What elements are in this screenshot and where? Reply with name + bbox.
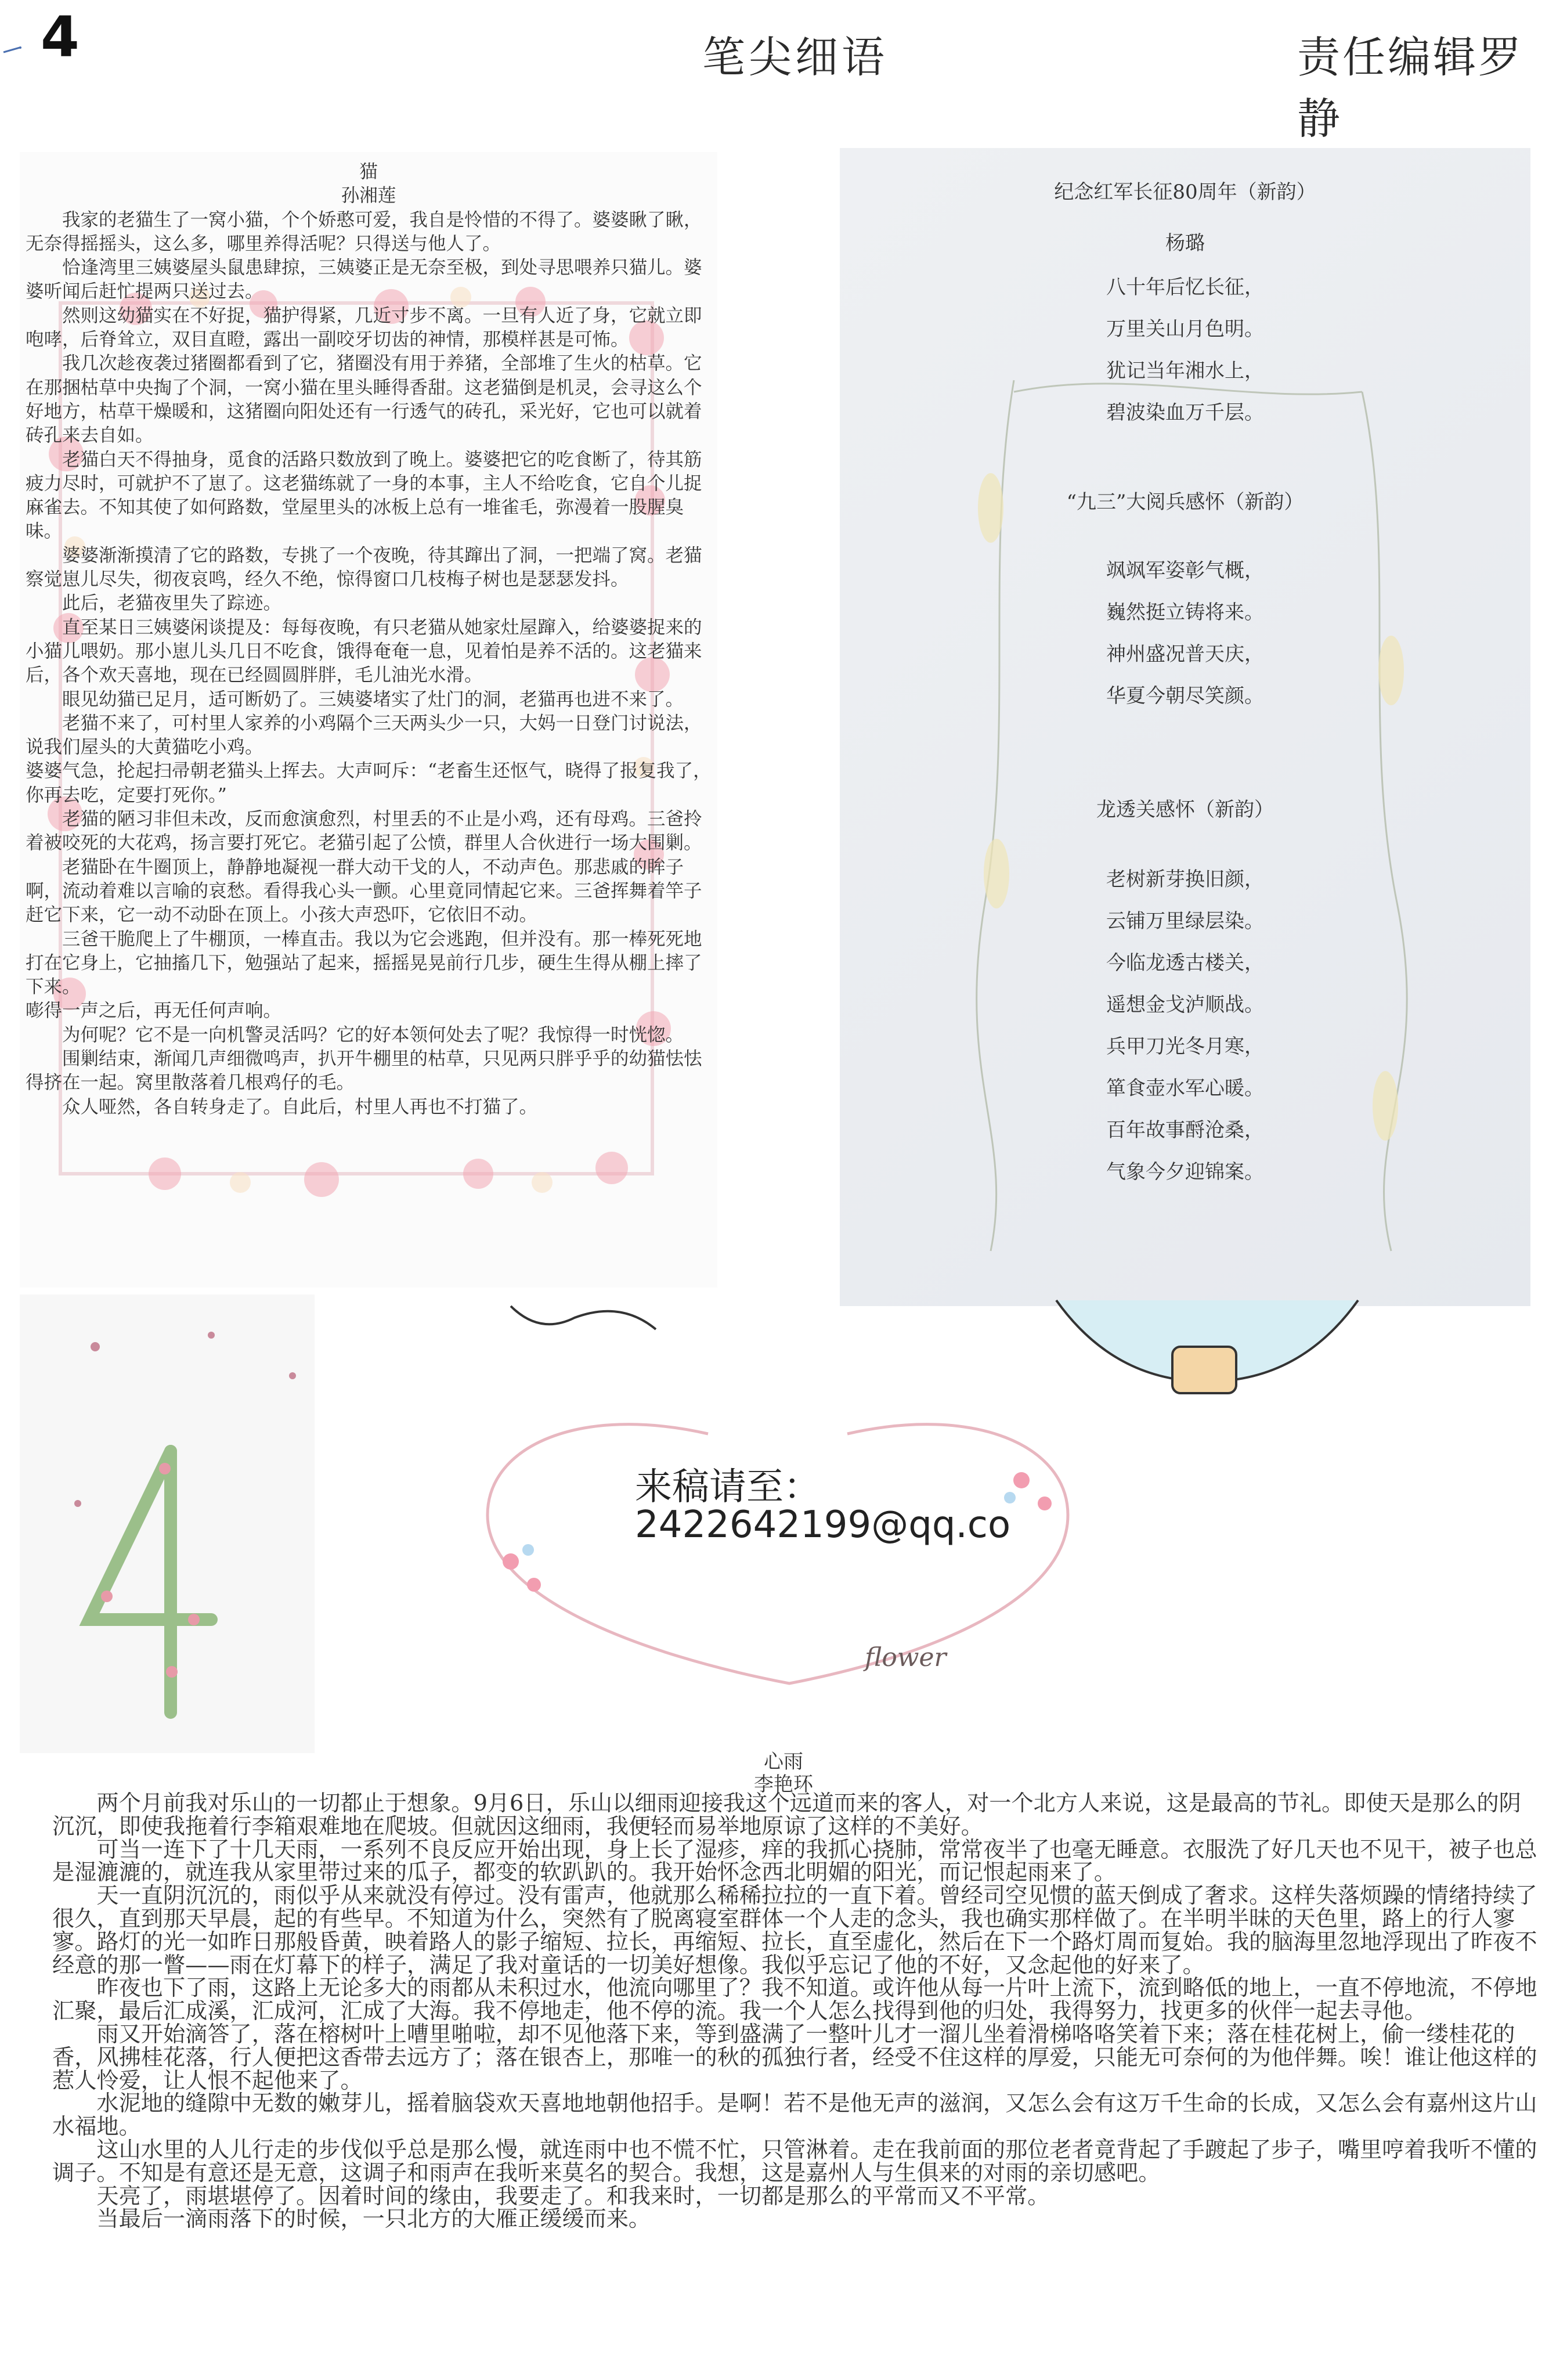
paragraph: 为何呢？它不是一向机警灵活吗？它的好本领何处去了呢？我惊得一时恍惚。	[62, 1024, 684, 1045]
submission-label: 来稿请至：	[635, 1466, 821, 1509]
cat-article-text	[26, 160, 712, 1119]
poem-line: 遥想金戈泸顺战。	[1106, 993, 1264, 1016]
poem-title: 纪念红军长征80周年（新韵）	[1054, 181, 1316, 204]
cat-article-title: 猫	[359, 161, 378, 182]
poem-line: 巍然挺立铸将来。	[1106, 601, 1264, 624]
poem-line: 碧波染血万千层。	[1106, 401, 1264, 424]
rain-article-title: 心雨	[764, 1750, 803, 1773]
number-four-decoration	[20, 1294, 315, 1753]
poem-line: 万里关山月色明。	[1106, 318, 1264, 341]
cat-article-panel	[20, 152, 717, 1288]
poem-line: 兵甲刀光冬月寒，	[1106, 1035, 1264, 1058]
paragraph: 水泥地的缝隙中无数的嫩芽儿，摇着脑袋欢天喜地地朝他招手。是啊！若不是他无声的滋润，又怎么会有这万千生命的长成，又怎么会有嘉州这片山水福地。	[52, 2091, 1537, 2140]
poem-line: 今临龙透古楼关，	[1106, 951, 1264, 975]
rain-article-author: 李艳环	[754, 1773, 813, 1796]
paragraph: 婆婆渐渐摸清了它的路数，专挑了一个夜晚，待其蹿出了洞，一把端了窝。老猫察觉崽儿尽失，彻夜哀鸣，经久不绝，惊得窗口几枝梅子树也是瑟瑟发抖。	[26, 544, 702, 590]
paragraph: 老猫白天不得抽身，觅食的活路只数放到了晚上。婆婆把它的吃食断了，待其筋疲力尽时，可就护不了崽了。这老猫练就了一身的本事，主人不给吃食，它自个儿捉麻雀去。不知其使了如何路数，堂屋里头的冰板上总有一堆雀毛，弥漫着一股腥臭味。	[26, 449, 702, 542]
paragraph: 老猫不来了，可村里人家养的小鸡隔个三天两头少一只，大妈一日登门讨说法，说我们屋头的大黄猫吃小鸡。	[26, 712, 702, 758]
poem-line: 八十年后忆长征，	[1106, 276, 1264, 299]
poem-line: 百年故事酹沧桑，	[1106, 1119, 1264, 1142]
paragraph: 可当一连下了十几天雨，一系列不良反应开始出现，身上长了湿疹，痒的我抓心挠肺，常常夜半了也毫无睡意。衣服洗了好几天也不见干，被子也总是湿漉漉的，就连我从家里带过来的瓜子，都变的软趴趴的。我开始怀念西北明媚的阳光，而记恨起雨来了。	[52, 1837, 1537, 1886]
poem-title: “九三”大阅兵感怀（新韵）	[1066, 491, 1304, 514]
paragraph: 众人哑然，各自转身走了。自此后，村里人再也不打猫了。	[62, 1096, 538, 1117]
paragraph: 两个月前我对乐山的一切都止于想象。9月6日，乐山以细雨迎接我这个远道而来的客人，对一个北方人来说，这是最高的节礼。即使天是那么的阴沉沉，即使我拖着行李箱艰难地在爬坡。但就因这细雨，我便轻而易举地原谅了这样的不美好。	[52, 1791, 1521, 1840]
paragraph: 直至某日三姨婆闲谈提及：每每夜晚，有只老猫从她家灶屋蹿入，给婆婆捉来的小猫儿喂奶。那小崽儿头几日不吃食，饿得奄奄一息，见着怕是养不活的。这老猫来后，各个欢天喜地，现在已经圆圆胖胖，毛儿油光水滑。	[26, 616, 702, 686]
paragraph: 天亮了，雨堪堪停了。因着时间的缘由，我要走了。和我来时，一切都是那么的平常而又不平常。	[96, 2183, 1050, 2209]
paragraph: 天一直阴沉沉的，雨似乎从来就没有停过。没有雷声，他就那么稀稀拉拉的一直下着。曾经司空见惯的蓝天倒成了奢求。这样失落烦躁的情绪持续了很久，直到那天早晨，起的有些早。不知道为什么，突然有了脱离寝室群体一个人走的念头，我也确实那样做了。在半明半昧的天色里，路上的行人寥寥。路灯的光一如昨日那般昏黄，映着路人的影子缩短、拉长，再缩短、拉长，直至虚化，然后在下一个路灯周而复始。我的脑海里忽地浮现出了昨夜不经意的那一瞥——雨在灯幕下的样子，满足了我对童话的一切美好想像。我似乎忘记了他的不好，又念起他的好来了。	[52, 1883, 1537, 1978]
paragraph: 当最后一滴雨落下的时候，一只北方的大雁正缓缓而来。	[96, 2206, 651, 2233]
page-number: 4	[41, 5, 80, 70]
pen-icon	[2, 46, 22, 53]
paragraph: 昨夜也下了雨，这路上无论多大的雨都从未积过水，他流向哪里了？我不知道。或许他从每一片叶上流下，流到略低的地上，一直不停地流，不停地汇聚，最后汇成溪，汇成河，汇成了大海。我不停地走，他不停的流。我一个人怎么找得到他的归处，我得努力，找更多的伙伴一起去寻他。	[52, 1975, 1537, 2025]
poem-title: 龙透关感怀（新韵）	[1096, 798, 1274, 821]
paragraph: 此后，老猫夜里失了踪迹。	[62, 593, 282, 614]
paragraph: 老猫的陋习非但未改，反而愈演愈烈，村里丢的不止是小鸡，还有母鸡。三爸拎着被咬死的大花鸡，扬言要打死它。老猫引起了公愤，群里人合伙进行一场大围剿。	[26, 809, 702, 854]
poem-author: 杨璐	[1165, 232, 1205, 255]
paragraph: 这山水里的人儿行走的步伐似乎总是那么慢，就连雨中也不慌不忙，只管淋着。走在我前面的那位老者竟背起了手踱起了步子，嘴里哼着我听不懂的调子。不知是有意还是无意，这调子和雨声在我听来莫名的契合。我想，这是嘉州人与生俱来的对雨的亲切感吧。	[52, 2137, 1537, 2186]
poem-line: 箪食壶水军心暖。	[1106, 1077, 1264, 1100]
poem-line: 老树新芽换旧颜，	[1106, 868, 1264, 891]
section-title: 笔尖细语	[702, 33, 888, 82]
paragraph: 老猫卧在牛圈顶上，静静地凝视一群大动干戈的人，不动声色。那悲戚的眸子啊，流动着难以言喻的哀愁。看得我心头一颤。心里竟同情起它来。三爸挥舞着竿子赶它下来，它一动不动卧在顶上。小孩大声恐吓，它依旧不动。	[26, 856, 702, 926]
poem-line: 华夏今朝尽笑颜。	[1106, 684, 1264, 708]
paragraph: 三爸干脆爬上了牛棚顶，一棒直击。我以为它会逃跑，但并没有。那一棒死死地打在它身上，它抽搐几下，勉强站了起来，摇摇晃晃前行几步，硬生生得从棚上摔了下来。	[26, 928, 702, 998]
submission-email[interactable]: 2422642199@qq.co	[635, 1503, 1011, 1546]
paragraph: 眼见幼猫已足月，适可断奶了。三姨婆堵实了灶门的洞，老猫再也进不来了。	[62, 688, 684, 710]
heart-frame-decoration	[464, 1411, 1103, 1712]
poem-line: 犹记当年湘水上，	[1106, 359, 1264, 383]
poem-line: 飒飒军姿彰气概，	[1106, 559, 1264, 582]
paragraph: 嘭得一声之后，再无任何声响。	[26, 1000, 282, 1022]
poem-line: 云铺万里绿层染。	[1106, 910, 1264, 933]
paragraph: 围剿结束，渐闻几声细微鸣声，扒开牛棚里的枯草，只见两只胖乎乎的幼猫怯怯得挤在一起。窝里散落着几根鸡仔的毛。	[26, 1048, 702, 1094]
paragraph: 恰逢湾里三姨婆屋头鼠患肆掠，三姨婆正是无奈至极，到处寻思喂养只猫儿。婆婆听闻后赶忙提两只送过去。	[26, 257, 702, 302]
paragraph: 婆婆气急，抡起扫帚朝老猫头上挥去。大声呵斥：“老畜生还怄气，晓得了报复我了，你再去吃，定要打死你。”	[26, 760, 712, 806]
poem-line: 气象今夕迎锦案。	[1106, 1160, 1264, 1184]
floral-four-illustration	[20, 1294, 315, 1753]
poems-panel	[840, 148, 1530, 1306]
cat-article-author: 孙湘莲	[341, 185, 396, 207]
paragraph: 我家的老猫生了一窝小猫，个个娇憨可爱，我自是怜惜的不得了。婆婆瞅了瞅，无奈得摇摇头，这么多，哪里养得活呢？只得送与他人了。	[26, 209, 702, 254]
paragraph: 我几次趁夜袭过猪圈都看到了它，猪圈没有用于养猪，全部堆了生火的枯草。它在那捆枯草中央掏了个洞，一窝小猫在里头睡得香甜。这老猫倒是机灵，会寻这么个好地方，枯草干燥暖和，这猪圈向阳处还有一行透气的砖孔，采光好，它也可以就着砖孔来去自如。	[26, 353, 702, 446]
rain-article-text	[52, 1793, 1538, 2231]
flower-word: flower	[865, 1643, 947, 1672]
poem-line: 神州盛况普天庆，	[1106, 643, 1264, 666]
editor-credit: 责任编辑罗静	[1297, 33, 1523, 144]
paragraph: 然则这幼猫实在不好捉，猫护得紧，几近寸步不离。一旦有人近了身，它就立即咆哮，后脊耸立，双目直瞪，露出一副咬牙切齿的神情，那模样甚是可怖。	[26, 305, 702, 351]
paragraph: 雨又开始滴答了，落在榕树叶上嘈里啪啦，却不见他落下来，等到盛满了一整叶儿才一溜儿坐着滑梯咯咯笑着下来；落在桂花树上，偷一缕桂花的香，风拂桂花落，行人便把这香带去远方了；落在银杏上，那唯一的秋的孤独行者，经受不住这样的厚爱，只能无可奈何的为他伴舞。唉！谁让他这样的惹人怜爱，让人恨不起他来了。	[52, 2021, 1537, 2094]
